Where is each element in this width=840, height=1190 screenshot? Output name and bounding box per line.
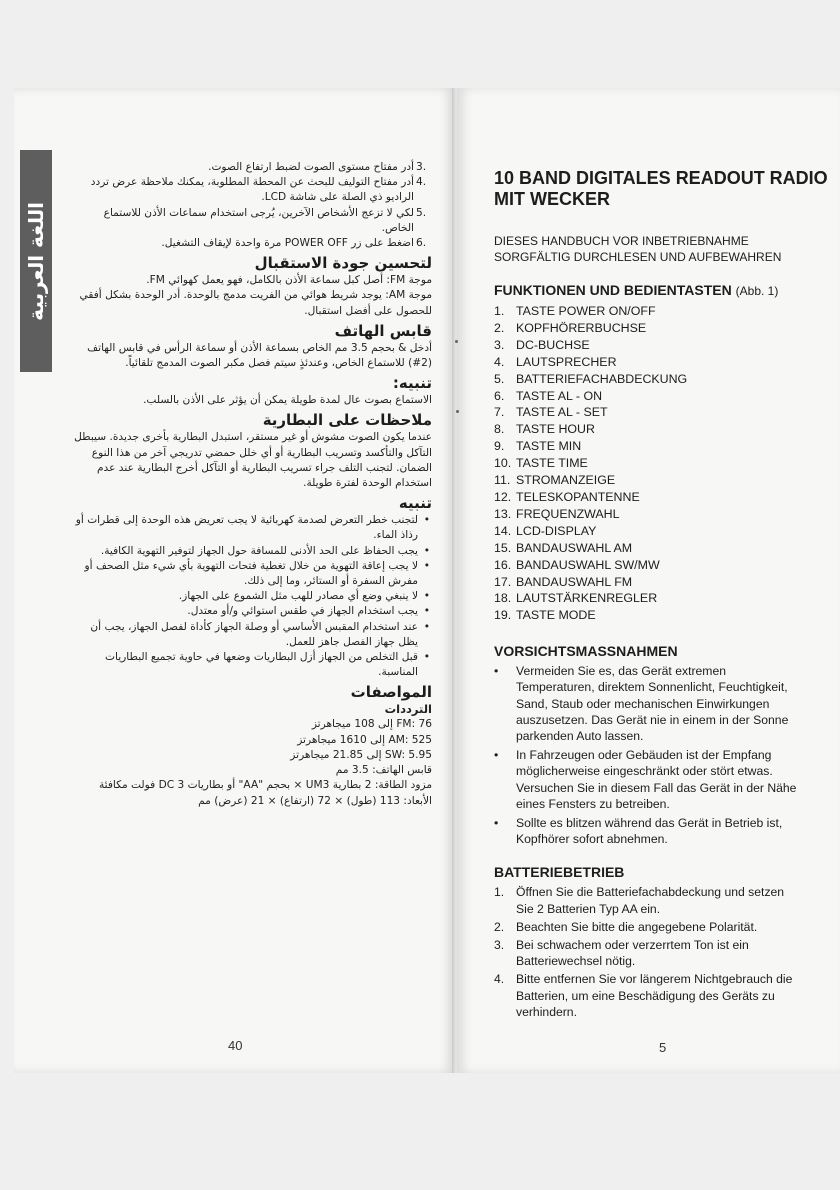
list-item: 7. TASTE AL - SET: [494, 405, 608, 420]
list-item: 14. LCD-DISPLAY: [494, 523, 597, 538]
list-item: 1. TASTE POWER ON/OFF: [494, 304, 656, 318]
list-item: 9. TASTE MIN: [494, 439, 582, 454]
spec-line: الأبعاد: 113 (طول) × 72 (ارتفاع) × 21 (عرض) مم: [198, 794, 432, 807]
list-item: 6. TASTE AL - ON: [494, 388, 603, 403]
heading-caution-1: تنبيه:: [392, 374, 432, 393]
left-page-number: 40: [228, 1038, 243, 1053]
heading-battery-notes: ملاحظات على البطارية: [262, 411, 432, 430]
spec-line: SW: 5.95 إلى 21.85 ميجاهرتز: [290, 748, 432, 761]
list-item: .3 أدر مفتاح مستوى الصوت لضبط ارتفاع الصوت.: [208, 161, 427, 173]
reception-fm: موجة FM: أصل كبل سماعة الأذن بالكامل، فهو يعمل كهوائي FM.: [146, 274, 432, 287]
list-item: 4. Bitte entfernen Sie vor längerem Nichtgebrauch die Batterien, um eine Beschädigung des Geräts zu verhindern.: [494, 972, 793, 1019]
list-item: 15. BANDAUSWAHL AM: [494, 540, 633, 555]
heading-battery-operation: BATTERIEBETRIEB: [494, 864, 625, 881]
list-item: 3. DC-BUCHSE: [494, 337, 590, 352]
list-item: • يجب الحفاظ على الحد الأدنى للمسافة حول الجهاز لتوفير التهوية الكافية.: [70, 544, 418, 559]
intro-note: DIESES HANDBUCH VOR INBETRIEBNAHME SORGFÄLTIG DURCHLESEN UND AUFBEWAHREN: [494, 234, 782, 264]
reception-am: موجة AM: يوجد شريط هوائي من الفريت مدمج بالوحدة. أدر الوحدة بشكل أفقي للحصول على أفضل استقبال.: [79, 289, 432, 317]
heading-phone-jack: قابس الهاتف: [334, 321, 432, 340]
list-item: • قبل التخلص من الجهاز أزل البطاريات وضعها في حاوية تجميع البطاريات المناسبة.: [70, 650, 418, 680]
list-item: 2. KOPFHÖRERBUCHSE: [494, 320, 647, 335]
caution-1-text: الاستماع بصوت عال لمدة طويلة يمكن أن يؤثر على الأذن بالسلب.: [143, 394, 432, 407]
german-content: [494, 168, 840, 1022]
caution-list: [70, 513, 432, 680]
list-item: 10. TASTE TIME: [494, 456, 588, 471]
heading-frequencies: الترددات: [384, 702, 432, 717]
list-item: 3. Bei schwachem oder verzerrtem Ton ist ein Batteriewechsel nötig.: [494, 938, 749, 969]
list-item: 17. BANDAUSWAHL FM: [494, 574, 633, 589]
spec-line: AM: 525 إلى 1610 ميجاهرتز: [297, 733, 432, 746]
spec-line: مزود الطاقة: 2 بطارية UM3 × بحجم "AA" أو بطاريات 3 DC فولت مكافئة: [98, 779, 432, 792]
list-item: • Sollte es blitzen während das Gerät in Betrieb ist, Kopfhörer sofort abnehmen.: [494, 815, 840, 847]
list-item: 19. TASTE MODE: [494, 608, 596, 623]
list-item: 8. TASTE HOUR: [494, 422, 595, 437]
heading-reception: لتحسين جودة الاستقبال: [254, 254, 432, 273]
list-item: 13. FREQUENZWAHL: [494, 506, 620, 521]
right-page-number: 5: [659, 1040, 667, 1055]
list-item: 18. LAUTSTÄRKENREGLER: [494, 591, 658, 606]
heading-caution-2: تنبيه: [398, 494, 432, 513]
list-item: 1. Öffnen Sie die Batteriefachabdeckung und setzen Sie 2 Batterien Typ AA ein.: [494, 885, 785, 916]
heading-functions: FUNKTIONEN UND BEDIENTASTEN (Abb. 1): [494, 282, 779, 298]
list-item: • لا يجب إعاقة التهوية من خلال تغطية فتحات التهوية بأي شيء مثل الصحف أو مفرش السفرة أو الستائر، وما إلى ذلك.: [70, 559, 418, 589]
list-item: • يجب استخدام الجهاز في طقس استوائي و/أو معتدل.: [70, 604, 418, 619]
precautions-list: [494, 663, 840, 847]
language-tab: [20, 150, 52, 372]
list-item: 11. STROMANZEIGE: [494, 473, 616, 488]
spec-line: قابس الهاتف: 3.5 مم: [335, 764, 432, 777]
heading-specifications: المواصفات: [350, 683, 432, 702]
heading-precautions: VORSICHTSMASSNAHMEN: [494, 643, 678, 660]
list-item: • لتجنب خطر التعرض لصدمة كهربائية لا يجب تعريض هذه الوحدة إلى قطرات أو رذاذ الماء.: [70, 513, 418, 543]
battery-notes-text: عندما يكون الصوت مشوش أو غير مستقر، استبدل البطارية بأخرى جديدة. سيبطل التآكل والتأكسد وتسريب البطارية أو أي خلل حمضي تدريجي آخر من هذا النوع الضمان. لتجنب التلف جراء تسريب البطارية أو التآكل أخرج البطارية عند عدم استخدام الوحدة لفترة طويلة.: [74, 431, 432, 490]
list-item: • عند استخدام المقبس الأساسي أو وصلة الجهاز كأداة لفصل الجهاز، يجب أن يظل جهاز الفصل جاهز للعمل.: [70, 620, 418, 650]
list-item: .4 أدر مفتاح التوليف للبحث عن المحطة المطلوبة، يمكنك ملاحظة عرض تردد الراديو ذي الصلة على شاشة LCD.: [90, 176, 427, 204]
list-item: • Vermeiden Sie es, das Gerät extremen Temperaturen, direktem Sonnenlicht, Feuchtigkeit, Sand, Staub oder mechanischen Einwirkungen auszusetzen. Das Gerät nie in einem in der Sonne parkenden Auto lassen.: [494, 663, 840, 744]
spec-line: FM: 76 إلى 108 ميجاهرتز: [311, 718, 432, 731]
arabic-steps-list: [70, 160, 432, 251]
list-item: .6 اضغط على زر POWER OFF مرة واحدة لإيقاف التشغيل.: [161, 237, 427, 250]
list-item: 16. BANDAUSWAHL SW/MW: [494, 557, 660, 572]
phone-jack-text: أدخل & بحجم 3.5 مم الخاص بسماعة الأذن أو سماعة الرأس في قابس الهاتف (2#) للاستماع الخاص، وعندئذٍ سيتم فصل مكبر الصوت المدمج تلقائياً.: [87, 341, 432, 370]
list-item: 4. LAUTSPRECHER: [494, 354, 617, 369]
binding-dot: [456, 410, 459, 413]
list-item: 5. BATTERIEFACHABDECKUNG: [494, 371, 688, 386]
list-item: • لا ينبغي وضع أي مصادر للهب مثل الشموع على الجهاز.: [70, 589, 418, 604]
page-title: 10 BAND DIGITALES READOUT RADIO MIT WECKER: [494, 168, 828, 209]
list-item: .5 لكي لا تزعج الأشخاص الآخرين، يُرجى استخدام سماعات الأذن للاستماع الخاص.: [103, 206, 427, 234]
list-item: 12. TELESKOPANTENNE: [494, 489, 640, 504]
list-item: • In Fahrzeugen oder Gebäuden ist der Empfang möglicherweise eingeschränkt oder stört etwas. Versuchen Sie in diesem Fall das Gerät in der Nähe eines Fensters zu betreiben.: [494, 747, 840, 812]
binding-dot: [455, 340, 458, 343]
functions-list: [494, 303, 840, 624]
battery-steps-list: [494, 884, 840, 1020]
figure-reference: (Abb. 1): [735, 284, 779, 298]
list-item: 2. Beachten Sie bitte die angegebene Polarität.: [494, 919, 758, 934]
arabic-content: [70, 160, 432, 809]
language-tab-label: اللغة العربية: [24, 201, 48, 321]
